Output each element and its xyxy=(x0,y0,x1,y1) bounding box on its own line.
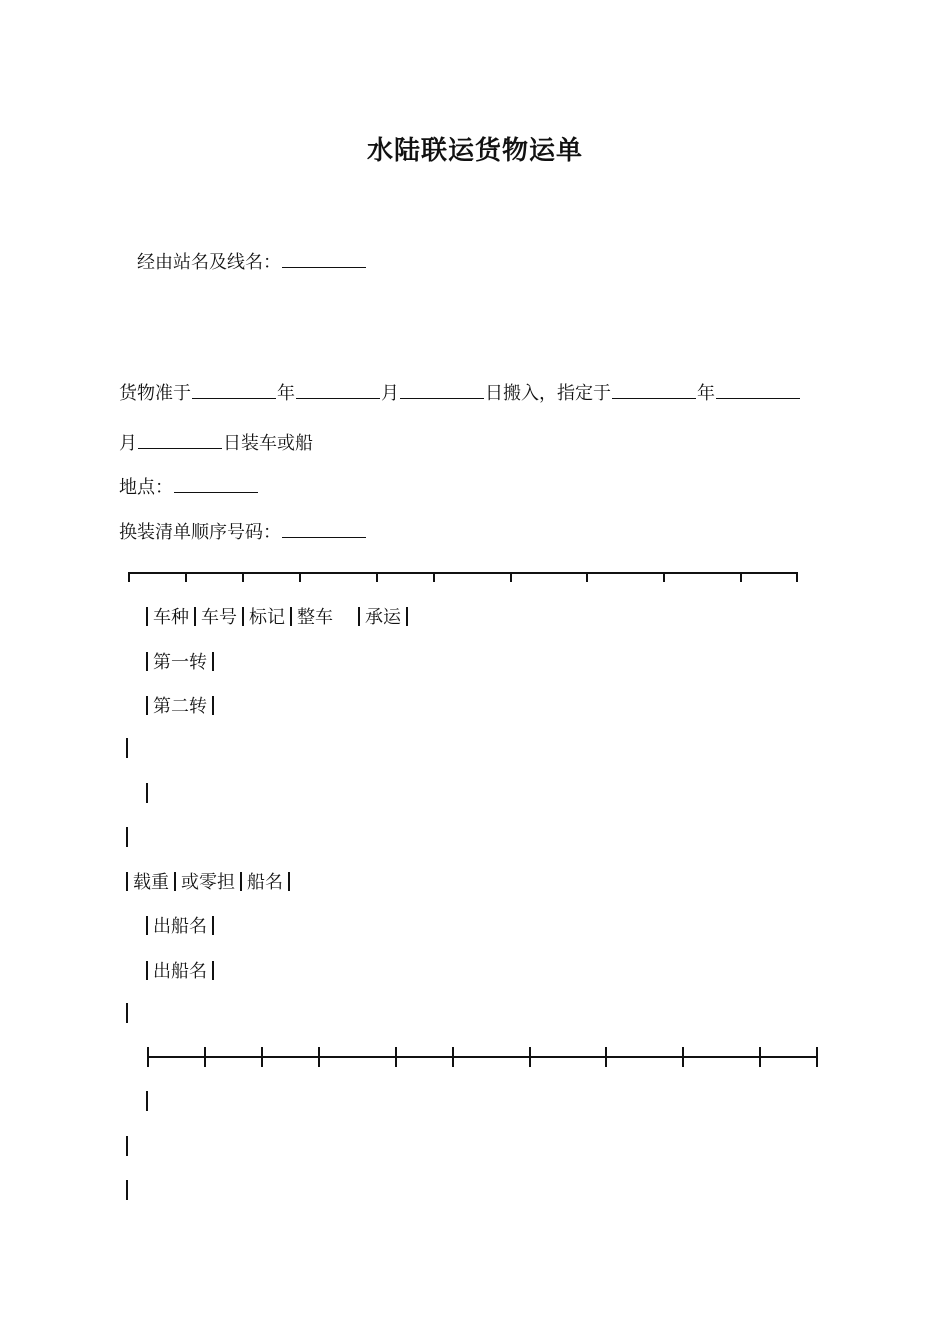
year-blank-1[interactable] xyxy=(192,380,276,399)
load-date-line xyxy=(119,430,313,456)
transfer-blank[interactable] xyxy=(282,519,366,538)
table-tick xyxy=(452,1047,454,1067)
route-blank[interactable] xyxy=(282,249,366,268)
ship-1-cell: 出船名 xyxy=(153,916,207,937)
header-cell: 标记 xyxy=(249,607,285,628)
route-field xyxy=(137,249,367,275)
location-field xyxy=(119,474,259,500)
month-label-1: 月 xyxy=(381,383,399,404)
table-tick xyxy=(816,1047,818,1067)
table-tick xyxy=(740,572,742,582)
table-tick xyxy=(682,1047,684,1067)
header-cell: 车号 xyxy=(201,607,237,628)
load-suffix: 日装车或船 xyxy=(223,433,313,454)
transfer-row-2 xyxy=(141,695,219,719)
table-tick xyxy=(185,572,187,582)
table-header-row xyxy=(141,606,413,630)
table-tick xyxy=(299,572,301,582)
table-top-rule xyxy=(128,572,798,574)
ship-2-cell: 出船名 xyxy=(153,961,207,982)
year-label-1: 年 xyxy=(277,383,295,404)
table-tick xyxy=(395,1047,397,1067)
table-tick xyxy=(204,1047,206,1067)
ship-row-1 xyxy=(141,915,219,939)
header-cell: 车种 xyxy=(153,607,189,628)
transfer-1-cell: 第一转 xyxy=(153,652,207,673)
ship-row-2 xyxy=(141,960,219,984)
table-border-bar xyxy=(126,827,128,847)
table-tick xyxy=(261,1047,263,1067)
table-tick xyxy=(242,572,244,582)
move-in-label: 日搬入，指定于 xyxy=(485,383,611,404)
load-cell: 或零担 xyxy=(181,872,235,893)
table-tick xyxy=(759,1047,761,1067)
table-border-bar xyxy=(126,1003,128,1023)
table-middle-rule xyxy=(147,1056,817,1058)
table-tick xyxy=(510,572,512,582)
load-row xyxy=(121,871,295,895)
year-label-2: 年 xyxy=(697,383,715,404)
table-tick xyxy=(796,572,798,582)
route-label: 经由站名及线名： xyxy=(137,252,281,273)
transfer-label: 换装清单顺序号码： xyxy=(119,522,281,543)
header-cell: 整车 xyxy=(297,607,333,628)
table-tick xyxy=(433,572,435,582)
table-border-bar xyxy=(126,738,128,758)
load-cell: 船名 xyxy=(247,872,283,893)
table-tick xyxy=(605,1047,607,1067)
cargo-date-line xyxy=(119,380,801,406)
table-tick xyxy=(376,572,378,582)
table-tick xyxy=(586,572,588,582)
table-border-bar xyxy=(146,1091,148,1111)
table-border-bar xyxy=(126,1136,128,1156)
table-border-bar xyxy=(146,783,148,803)
transfer-field xyxy=(119,519,367,545)
table-tick xyxy=(663,572,665,582)
table-tick xyxy=(318,1047,320,1067)
load-month-label: 月 xyxy=(119,433,137,454)
month-blank-1[interactable] xyxy=(296,380,380,399)
header-cell: 承运 xyxy=(365,607,401,628)
cargo-prefix: 货物准于 xyxy=(119,383,191,404)
day-blank-1[interactable] xyxy=(400,380,484,399)
year-blank-2[interactable] xyxy=(612,380,696,399)
transfer-row-1 xyxy=(141,651,219,675)
transfer-2-cell: 第二转 xyxy=(153,696,207,717)
location-label: 地点： xyxy=(119,477,173,498)
load-cell: 载重 xyxy=(133,872,169,893)
location-blank[interactable] xyxy=(174,474,258,493)
table-border-bar xyxy=(126,1180,128,1200)
table-tick xyxy=(147,1047,149,1067)
table-tick xyxy=(128,572,130,582)
document-title: 水陆联运货物运单 xyxy=(366,136,583,166)
load-day-blank[interactable] xyxy=(138,430,222,449)
month-blank-2[interactable] xyxy=(716,380,800,399)
table-tick xyxy=(529,1047,531,1067)
